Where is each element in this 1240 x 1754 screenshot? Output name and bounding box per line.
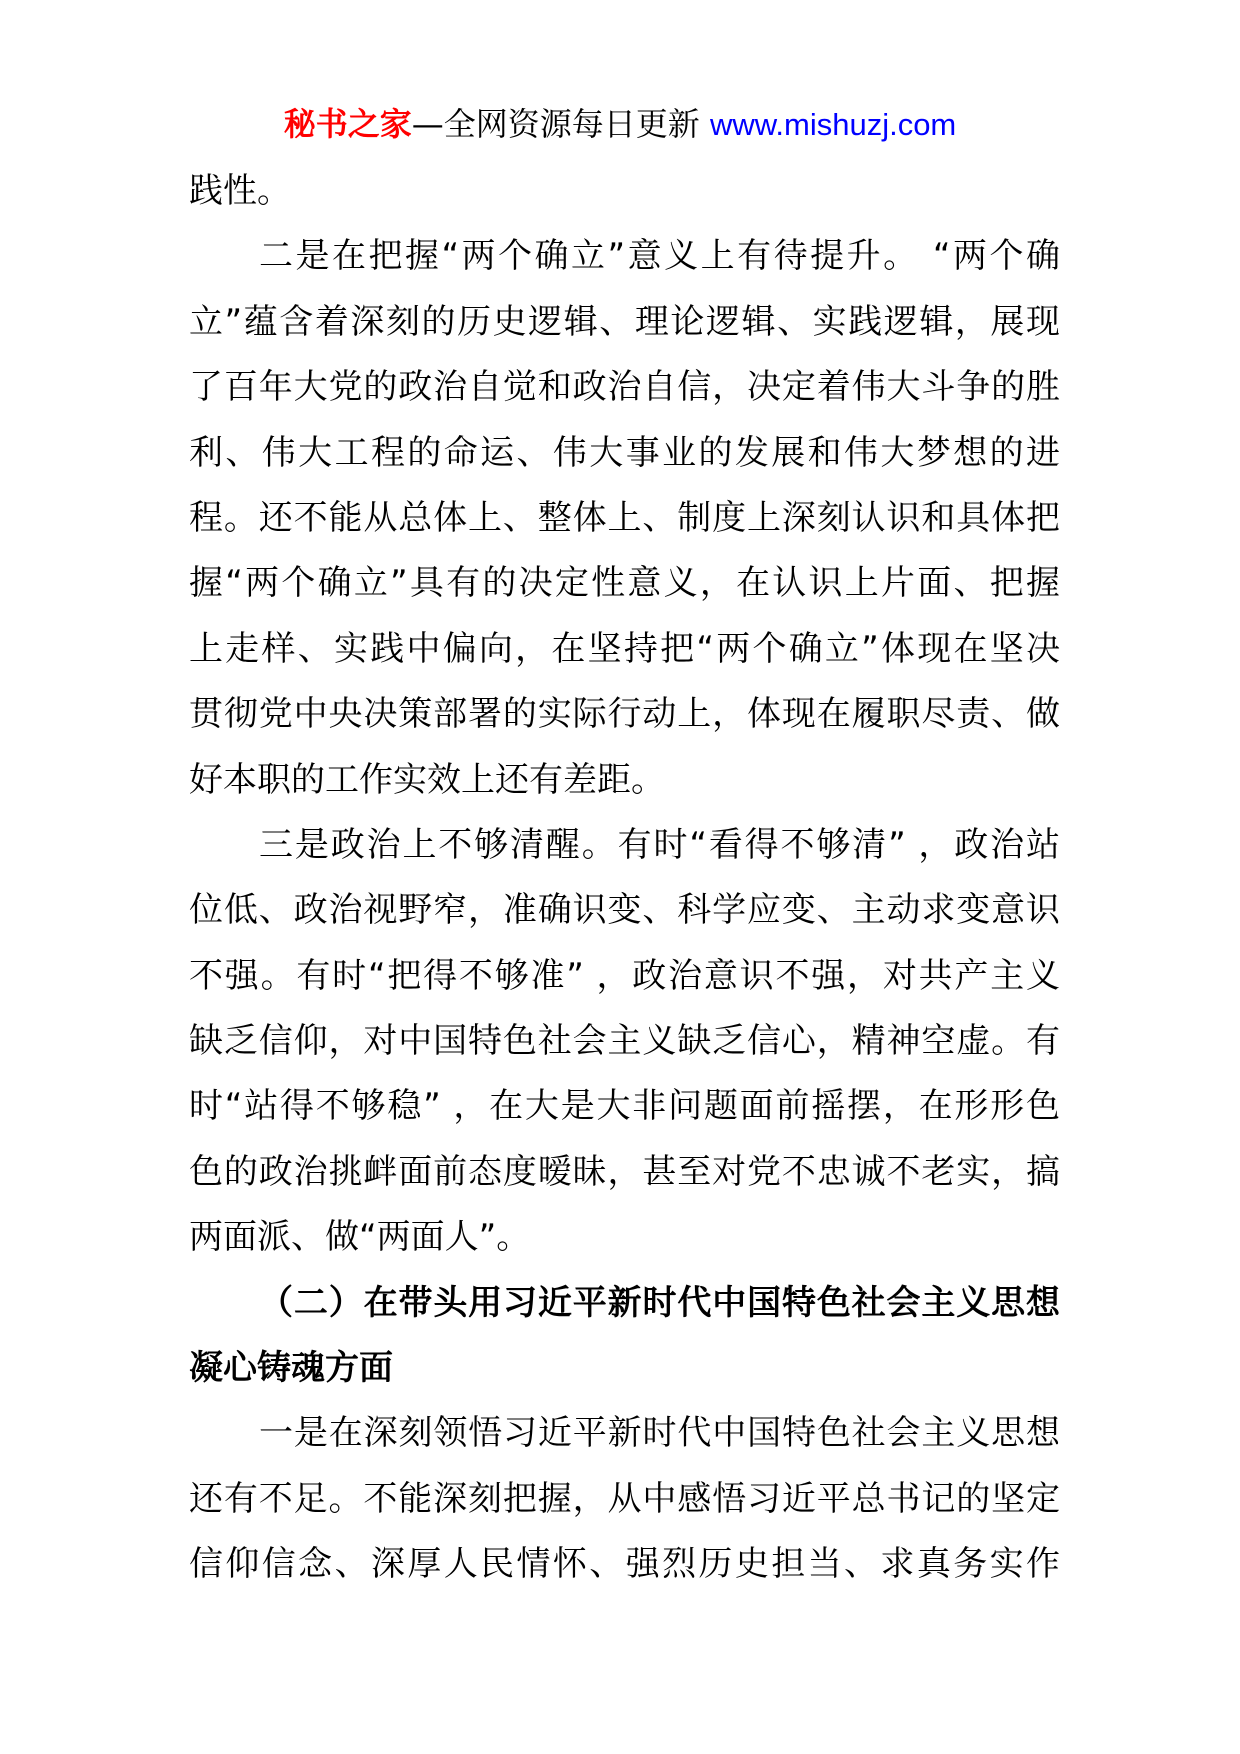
paragraph-line: 握“两个确立”具有的决定性意义，在认识上片面、把握 (189, 563, 1060, 604)
paragraph-line: 不强。有时“把得不够准” ，政治意识不强，对共产主义 (189, 955, 1060, 996)
paragraph-line: 立”蕴含着深刻的历史逻辑、理论逻辑、实践逻辑，展现 (189, 301, 1060, 342)
document-body (189, 159, 1060, 1598)
paragraph-line: 程。还不能从总体上、整体上、制度上深刻认识和具体把 (189, 497, 1060, 538)
paragraph-line: 贯彻党中央决策部署的实际行动上，体现在履职尽责、做 (189, 694, 1060, 735)
paragraph-line: 色的政治挑衅面前态度暧昧，甚至对党不忠诚不老实，搞 (189, 1151, 1060, 1192)
site-tagline: —全网资源每日更新 (411, 105, 700, 143)
paragraph-thought-understanding (189, 1401, 1060, 1597)
paragraph-line: 二是在把握“两个确立”意义上有待提升。 “两个确 (259, 236, 1060, 277)
section-heading-line: （二）在带头用习近平新时代中国特色社会主义思想 (259, 1282, 1060, 1323)
paragraph-line: 位低、政治视野窄，准确识变、科学应变、主动求变意识 (189, 890, 1060, 931)
section-heading-line: 凝心铸魂方面 (189, 1348, 393, 1389)
site-url-link[interactable]: www.mishuzj.com (709, 107, 957, 142)
paragraph-line: 利、伟大工程的命运、伟大事业的发展和伟大梦想的进 (189, 432, 1060, 473)
paragraph-line: 了百年大党的政治自觉和政治自信，决定着伟大斗争的胜 (189, 367, 1060, 408)
paragraph-line: 还有不足。不能深刻把握，从中感悟习近平总书记的坚定 (189, 1478, 1060, 1519)
paragraph-line: 信仰信念、深厚人民情怀、强烈历史担当、求真务实作 (189, 1544, 1060, 1585)
section-heading (189, 1271, 1060, 1402)
paragraph-two-establishments (189, 224, 1060, 813)
paragraph-line: 好本职的工作实效上还有差距。 (189, 759, 665, 800)
paragraph-political-clarity (189, 813, 1060, 1271)
paragraph-line: 上走样、实践中偏向，在坚持把“两个确立”体现在坚决 (189, 628, 1060, 669)
site-header (0, 104, 1240, 144)
paragraph-line: 时“站得不够稳” ，在大是大非问题面前摇摆，在形形色 (189, 1086, 1060, 1127)
site-brand: 秘书之家 (283, 105, 412, 143)
paragraph-line: 一是在深刻领悟习近平新时代中国特色社会主义思想 (259, 1413, 1060, 1454)
paragraph-continuation (189, 159, 1060, 224)
paragraph-line: 三是政治上不够清醒。有时“看得不够清” ，政治站 (259, 824, 1060, 865)
paragraph-line: 两面派、做“两面人”。 (189, 1217, 531, 1258)
paragraph-line: 缺乏信仰，对中国特色社会主义缺乏信心，精神空虚。有 (189, 1021, 1060, 1062)
paragraph-line: 践性。 (189, 171, 291, 211)
